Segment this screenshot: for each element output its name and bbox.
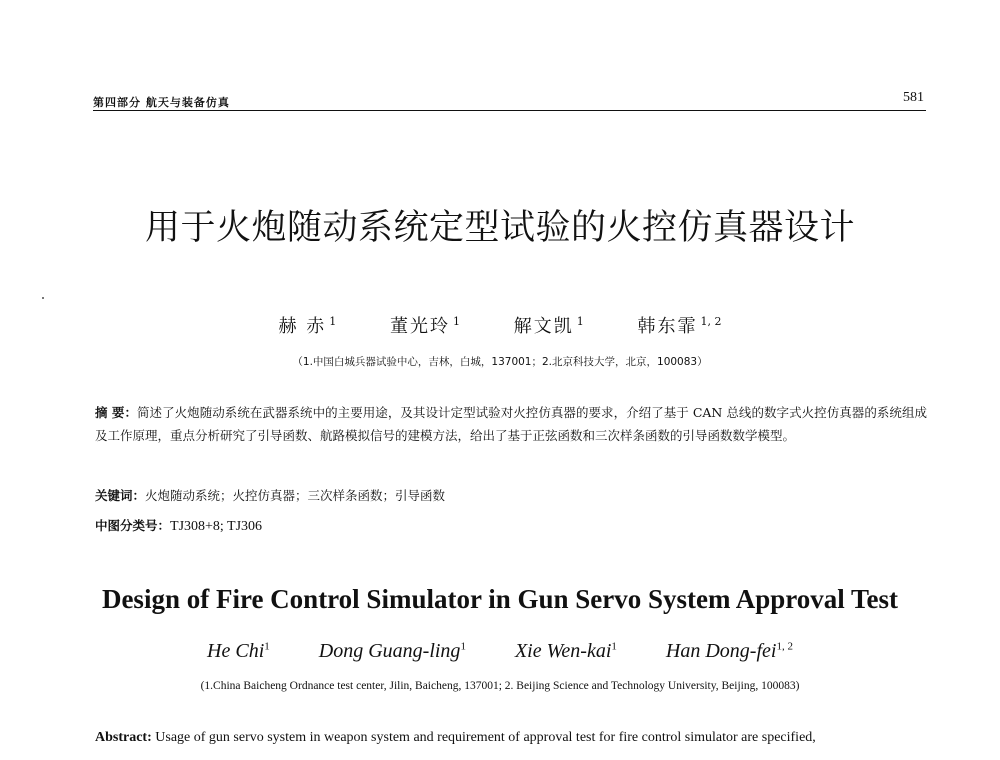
en-abstract-label: Abstract: (95, 730, 152, 745)
cn-author (637, 312, 721, 338)
cn-classification-code: TJ308+8; TJ306 (170, 519, 263, 534)
cn-author-name: 解文凯 (513, 316, 574, 337)
en-author-list (0, 640, 1000, 663)
cn-author (390, 312, 460, 338)
en-affiliation: (1.China Baicheng Ordnance test center, Jilin, Baicheng, 137001; 2. Beijing Science and Technology University, Beijing, 100083) (200, 680, 800, 692)
cn-affiliation: （1.中国白城兵器试验中心，吉林，白城，137001；2.北京科技大学，北京，100083） (292, 356, 708, 368)
cn-author-sup: 1 (329, 315, 337, 328)
en-author (207, 640, 270, 663)
cn-title: 用于火炮随动系统定型试验的火控仿真器设计 (144, 208, 855, 248)
en-abstract-text: Usage of gun servo system in weapon system and requirement of approval test for fire control simulator are specified, (155, 730, 816, 745)
en-author-name: Dong Guang-ling (318, 640, 461, 662)
cn-keywords-label: 关键词： (95, 488, 146, 503)
en-author-sup: 1 (611, 640, 617, 653)
cn-classification (95, 516, 262, 535)
cn-author-name: 董光玲 (390, 316, 450, 337)
cn-author-sup: 1, 2 (700, 315, 722, 328)
en-author-sup: 1 (264, 640, 270, 653)
cn-author-list (0, 312, 1000, 338)
cn-abstract-text: 简述了火炮随动系统在武器系统中的主要用途，及其设计定型试验对火控仿真器的要求，介绍了基于 CAN 总线的数字式火控仿真器的系统组成及工作原理，重点分析研究了引导函数、航路模拟信号的建模方法，给出了基于正弦函数和三次样条函数的引导函数数学模型。 (95, 405, 927, 443)
cn-author-name: 韩东霏 (637, 316, 698, 337)
running-header (93, 90, 926, 108)
en-author-sup: 1 (460, 640, 466, 653)
cn-keywords-text: 火炮随动系统；火控仿真器；三次样条函数；引导函数 (145, 488, 446, 503)
cn-classification-label: 中图分类号： (95, 518, 171, 533)
page-number: 581 (903, 90, 924, 105)
cn-author (514, 312, 584, 338)
cn-author (279, 312, 337, 338)
cn-author-sup: 1 (576, 315, 584, 328)
en-author (515, 640, 617, 663)
cn-keywords (95, 486, 445, 504)
en-title: Design of Fire Control Simulator in Gun Servo System Approval Test (101, 584, 899, 614)
header-rule (93, 110, 926, 111)
scan-speck (42, 297, 44, 299)
en-author-name: Xie Wen-kai (514, 640, 612, 662)
cn-author-sup: 1 (453, 315, 460, 328)
cn-abstract (95, 402, 927, 447)
en-abstract (95, 730, 935, 746)
en-author-name: Han Dong-fei (665, 640, 777, 662)
cn-abstract-label: 摘 要： (95, 405, 138, 420)
cn-author-name: 赫 赤 (278, 316, 327, 337)
section-title: 第四部分 航天与装备仿真 (93, 96, 230, 109)
en-author (666, 640, 793, 663)
en-author (319, 640, 466, 663)
en-author-sup: 1, 2 (776, 640, 793, 653)
en-author-name: He Chi (207, 640, 265, 662)
